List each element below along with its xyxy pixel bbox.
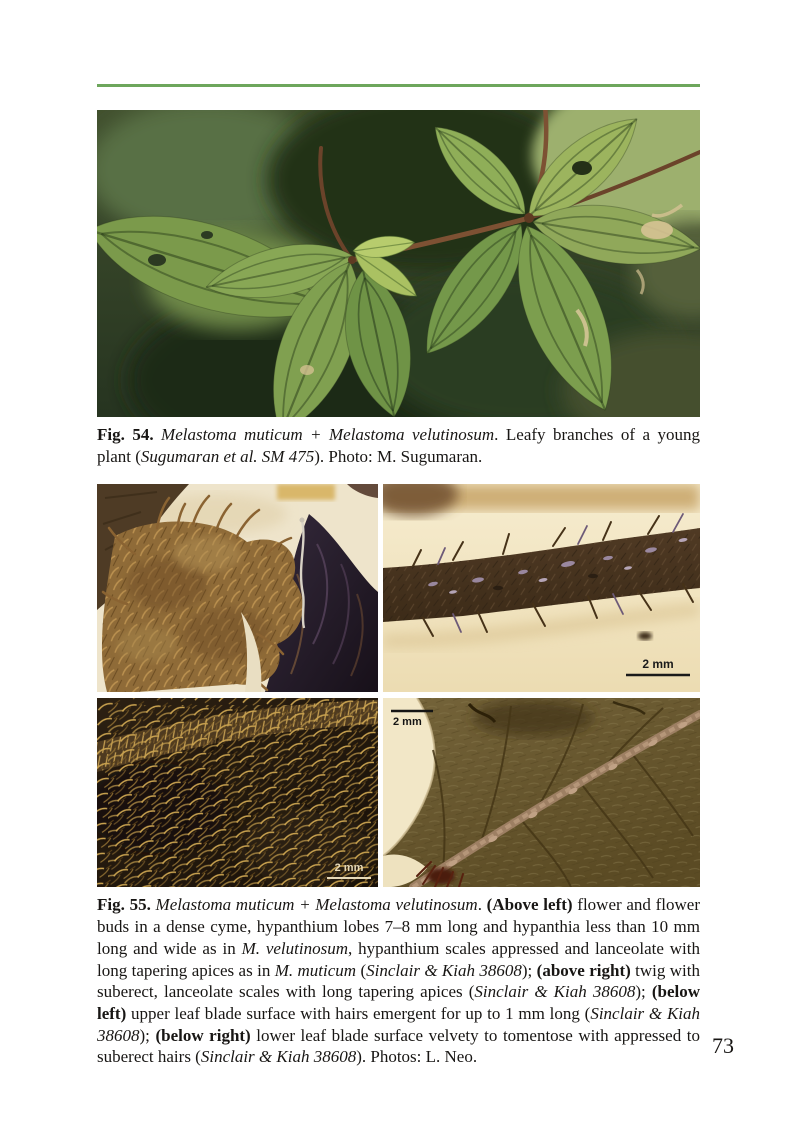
caption-text: ); bbox=[139, 1025, 156, 1045]
panel-ref-below-right: (below right) bbox=[155, 1025, 251, 1045]
caption-text: upper leaf blade surface with hairs emergent for up to 1 mm long ( bbox=[126, 1003, 591, 1023]
caption-text: flower and flower buds in a dense cyme, hypanthium lobes 7–8 mm long and hypanthia less than 10 mm long and wide as in bbox=[97, 895, 701, 958]
page-number: 73 bbox=[712, 1033, 734, 1058]
figure-54-photo bbox=[97, 110, 700, 417]
twig-illustration bbox=[383, 484, 700, 692]
caption-text: ); bbox=[521, 960, 537, 980]
debris-spot bbox=[638, 632, 652, 640]
caption-text: lower leaf blade surface velvety to tomentose with appressed to suberect hairs ( bbox=[97, 1025, 700, 1067]
figure-55-panel-grid bbox=[97, 484, 700, 887]
figure-55-caption bbox=[97, 894, 700, 1068]
leafy-branches-illustration bbox=[97, 110, 700, 417]
caption-text: , hypanthium scales appressed and lanceolate with long tapering apices as in bbox=[97, 938, 700, 980]
collection-citation: Sinclair & Kiah 38608 bbox=[200, 1047, 357, 1067]
collection-citation: Sugumaran et al. SM 475 bbox=[140, 446, 315, 466]
figure-label: Fig. 54. bbox=[97, 425, 154, 444]
header-rule bbox=[97, 84, 700, 87]
figure-label: Fig. 55. bbox=[97, 895, 151, 915]
caption-text: ( bbox=[356, 960, 367, 980]
page-content-column bbox=[97, 0, 700, 1085]
caption-text: ). Photos: L. Neo. bbox=[356, 1047, 478, 1067]
species-name: Melastoma muticum + Melastoma velutinosum bbox=[150, 895, 478, 915]
panel-ref-below-left: (below left) bbox=[97, 982, 700, 1023]
species-abbrev: M. velutinosum bbox=[241, 938, 348, 958]
panel-above-right bbox=[383, 484, 700, 692]
caption-text: . bbox=[477, 895, 487, 915]
lower-leaf-surface-illustration bbox=[383, 698, 700, 887]
caption-text: twig with suberect, lanceolate scales with long tapering apices ( bbox=[97, 960, 700, 1002]
figure-54-caption bbox=[97, 424, 700, 467]
collection-citation: Sinclair & Kiah 38608 bbox=[97, 1003, 701, 1045]
scale-label: 2 mm bbox=[393, 716, 422, 729]
species-name: Melastoma muticum + Melastoma velutinosum bbox=[153, 425, 495, 444]
scale-label: 2 mm bbox=[334, 862, 364, 875]
panel-below-left bbox=[97, 698, 378, 887]
flower-buds-illustration bbox=[97, 484, 378, 692]
panel-ref-above-right: (above right) bbox=[536, 960, 631, 980]
collection-citation: Sinclair & Kiah 38608 bbox=[366, 960, 522, 980]
caption-text: ). Photo: M. Sugumaran. bbox=[314, 446, 483, 466]
collection-citation: Sinclair & Kiah 38608 bbox=[474, 982, 636, 1002]
scale-label: 2 mm bbox=[642, 657, 674, 672]
panel-above-left bbox=[97, 484, 378, 692]
upper-leaf-surface-illustration bbox=[97, 698, 378, 887]
panel-ref-above-left: (Above left) bbox=[486, 895, 573, 915]
species-abbrev: M. muticum bbox=[274, 960, 357, 980]
panel-below-right bbox=[383, 698, 700, 887]
caption-text: ); bbox=[635, 982, 652, 1002]
caption-text: . Leafy branches of a young plant ( bbox=[97, 425, 701, 466]
